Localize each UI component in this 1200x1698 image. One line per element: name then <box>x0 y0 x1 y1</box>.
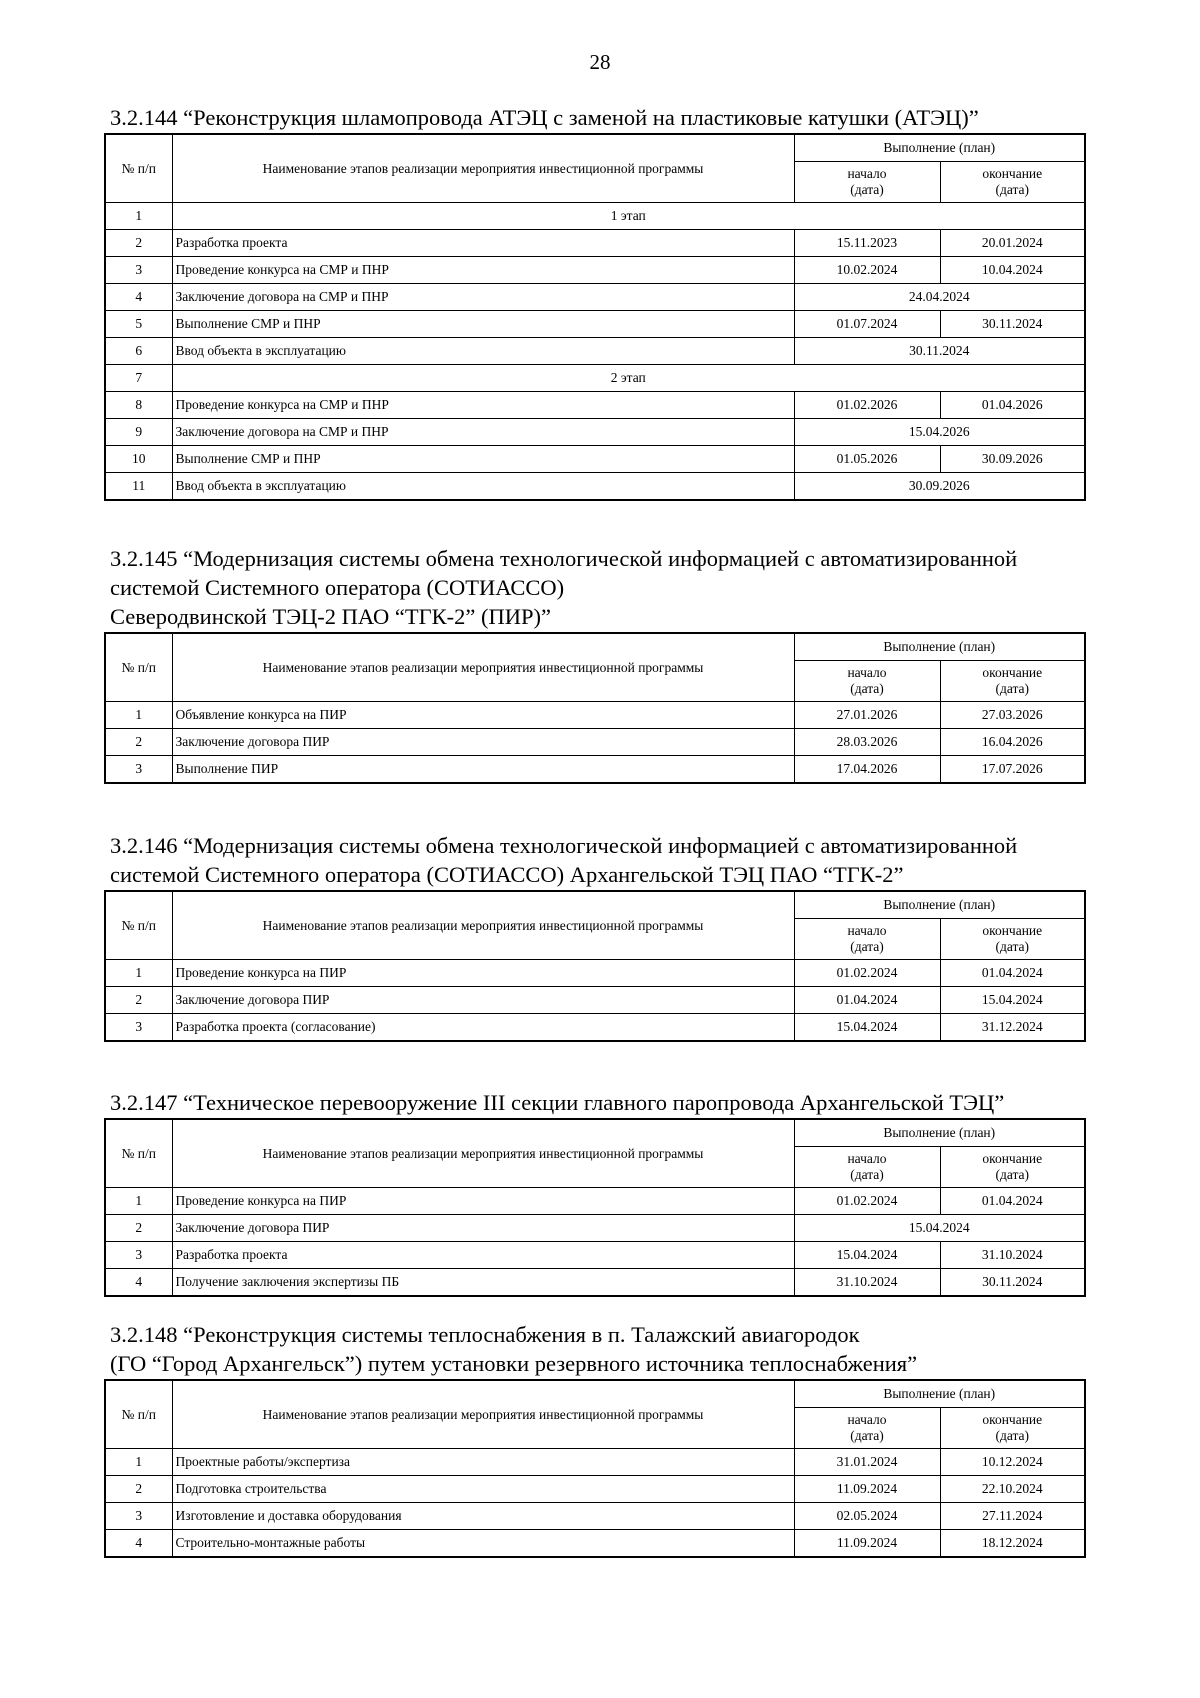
table-row <box>105 1476 1085 1503</box>
row-number: 1 <box>105 1188 172 1215</box>
header-num: № п/п <box>105 1119 172 1188</box>
header-end-line2: (дата) <box>995 939 1030 954</box>
header-execution: Выполнение (план) <box>794 891 1085 919</box>
row-name: Объявление конкурса на ПИР <box>172 702 794 729</box>
row-start-date: 01.02.2024 <box>794 1188 940 1215</box>
row-name: Разработка проекта <box>172 1242 794 1269</box>
table-row <box>105 756 1085 784</box>
row-end-date: 27.11.2024 <box>940 1503 1085 1530</box>
row-start-date: 01.05.2026 <box>794 446 940 473</box>
row-start-date: 28.03.2026 <box>794 729 940 756</box>
row-name: Подготовка строительства <box>172 1476 794 1503</box>
section-3-2-144 <box>104 104 1080 501</box>
row-start-date: 11.09.2024 <box>794 1476 940 1503</box>
row-start-date: 01.02.2026 <box>794 392 940 419</box>
table-row <box>105 392 1085 419</box>
row-start-date: 01.04.2024 <box>794 987 940 1014</box>
row-end-date: 10.04.2024 <box>940 257 1085 284</box>
stage-label: 2 этап <box>172 365 1085 392</box>
row-number: 11 <box>105 473 172 501</box>
section-3-2-145 <box>104 545 1080 784</box>
row-name: Заключение договора на СМР и ПНР <box>172 284 794 311</box>
table-row <box>105 365 1085 392</box>
row-end-date: 30.11.2024 <box>940 1269 1085 1297</box>
table-row <box>105 284 1085 311</box>
header-end-line1: окончание <box>982 1151 1043 1166</box>
row-name: Ввод объекта в эксплуатацию <box>172 338 794 365</box>
row-name: Проведение конкурса на СМР и ПНР <box>172 392 794 419</box>
row-number: 1 <box>105 203 172 230</box>
row-number: 3 <box>105 257 172 284</box>
row-end-date: 18.12.2024 <box>940 1530 1085 1558</box>
header-start <box>794 661 940 702</box>
row-number: 3 <box>105 756 172 784</box>
row-name: Разработка проекта (согласование) <box>172 1014 794 1042</box>
row-end-date: 01.04.2024 <box>940 960 1085 987</box>
row-name: Выполнение СМР и ПНР <box>172 446 794 473</box>
table-header-row <box>105 633 1085 661</box>
row-date: 24.04.2024 <box>794 284 1085 311</box>
row-start-date: 01.02.2024 <box>794 960 940 987</box>
header-name: Наименование этапов реализации мероприятия инвестиционной программы <box>172 1119 794 1188</box>
section-heading-line: системой Системного оператора (СОТИАССО) Архангельской ТЭЦ ПАО “ТГК-2” <box>110 862 904 887</box>
row-end-date: 01.04.2026 <box>940 392 1085 419</box>
section-heading-line: 3.2.145 “Модернизация системы обмена технологической информацией с автоматизированной <box>110 546 1018 571</box>
header-end-line1: окончание <box>982 1412 1043 1427</box>
table-row <box>105 1242 1085 1269</box>
header-execution: Выполнение (план) <box>794 1380 1085 1408</box>
table-row <box>105 338 1085 365</box>
row-number: 7 <box>105 365 172 392</box>
row-end-date: 01.04.2024 <box>940 1188 1085 1215</box>
row-end-date: 31.12.2024 <box>940 1014 1085 1042</box>
row-name: Изготовление и доставка оборудования <box>172 1503 794 1530</box>
header-name: Наименование этапов реализации мероприятия инвестиционной программы <box>172 891 794 960</box>
header-start-line2: (дата) <box>850 939 884 954</box>
header-start-line2: (дата) <box>850 1167 884 1182</box>
row-number: 2 <box>105 230 172 257</box>
header-start-line2: (дата) <box>850 1428 884 1443</box>
header-num: № п/п <box>105 891 172 960</box>
stage-label: 1 этап <box>172 203 1085 230</box>
row-end-date: 22.10.2024 <box>940 1476 1085 1503</box>
row-number: 4 <box>105 1269 172 1297</box>
header-execution: Выполнение (план) <box>794 1119 1085 1147</box>
row-number: 3 <box>105 1242 172 1269</box>
row-number: 4 <box>105 1530 172 1558</box>
header-end-line2: (дата) <box>995 182 1030 197</box>
row-number: 1 <box>105 702 172 729</box>
row-name: Заключение договора ПИР <box>172 987 794 1014</box>
row-name: Проведение конкурса на ПИР <box>172 960 794 987</box>
header-name: Наименование этапов реализации мероприятия инвестиционной программы <box>172 134 794 203</box>
section-3-2-148 <box>104 1321 1080 1558</box>
schedule-table <box>104 890 1086 1042</box>
header-end <box>940 1147 1085 1188</box>
header-execution: Выполнение (план) <box>794 134 1085 162</box>
table-row <box>105 419 1085 446</box>
row-name: Проведение конкурса на ПИР <box>172 1188 794 1215</box>
schedule-table <box>104 1118 1086 1297</box>
header-end-line2: (дата) <box>995 681 1030 696</box>
table-row <box>105 1503 1085 1530</box>
row-number: 1 <box>105 1449 172 1476</box>
row-number: 2 <box>105 1476 172 1503</box>
row-end-date: 30.11.2024 <box>940 311 1085 338</box>
header-start <box>794 919 940 960</box>
schedule-table <box>104 1379 1086 1558</box>
section-heading-line: 3.2.144 “Реконструкция шламопровода АТЭЦ с заменой на пластиковые катушки (АТЭЦ)” <box>110 105 979 130</box>
section-3-2-147 <box>104 1089 1080 1297</box>
table-row <box>105 1215 1085 1242</box>
header-start-line1: начало <box>847 923 887 938</box>
table-row <box>105 702 1085 729</box>
header-end-line1: окончание <box>982 923 1043 938</box>
row-start-date: 02.05.2024 <box>794 1503 940 1530</box>
row-start-date: 01.07.2024 <box>794 311 940 338</box>
header-name: Наименование этапов реализации мероприятия инвестиционной программы <box>172 633 794 702</box>
row-name: Проектные работы/экспертиза <box>172 1449 794 1476</box>
table-row <box>105 473 1085 501</box>
header-start-line1: начало <box>847 1412 887 1427</box>
row-number: 4 <box>105 284 172 311</box>
header-name: Наименование этапов реализации мероприятия инвестиционной программы <box>172 1380 794 1449</box>
schedule-table <box>104 133 1086 501</box>
row-number: 10 <box>105 446 172 473</box>
row-name: Заключение договора на СМР и ПНР <box>172 419 794 446</box>
row-number: 6 <box>105 338 172 365</box>
table-header-row <box>105 1380 1085 1408</box>
table-row <box>105 1449 1085 1476</box>
schedule-table <box>104 632 1086 784</box>
table-row <box>105 311 1085 338</box>
row-end-date: 17.07.2026 <box>940 756 1085 784</box>
section-heading-line: 3.2.146 “Модернизация системы обмена технологической информацией с автоматизированной <box>110 833 1018 858</box>
row-end-date: 16.04.2026 <box>940 729 1085 756</box>
table-row <box>105 1014 1085 1042</box>
row-name: Ввод объекта в эксплуатацию <box>172 473 794 501</box>
table-header-row <box>105 1119 1085 1147</box>
table-header-row <box>105 891 1085 919</box>
header-num: № п/п <box>105 633 172 702</box>
header-end <box>940 1408 1085 1449</box>
row-name: Заключение договора ПИР <box>172 729 794 756</box>
row-number: 2 <box>105 1215 172 1242</box>
row-end-date: 15.04.2024 <box>940 987 1085 1014</box>
page-number: 28 <box>589 50 611 74</box>
row-start-date: 15.04.2024 <box>794 1014 940 1042</box>
table-row <box>105 203 1085 230</box>
header-end-line2: (дата) <box>995 1167 1030 1182</box>
header-start-line1: начало <box>847 665 887 680</box>
row-number: 2 <box>105 987 172 1014</box>
header-num: № п/п <box>105 1380 172 1449</box>
section-heading-line: системой Системного оператора (СОТИАССО) <box>110 575 565 600</box>
row-number: 8 <box>105 392 172 419</box>
section-heading-line: 3.2.148 “Реконструкция системы теплоснабжения в п. Талажский авиагородок <box>110 1322 860 1347</box>
table-row <box>105 230 1085 257</box>
row-end-date: 27.03.2026 <box>940 702 1085 729</box>
header-start-line1: начало <box>847 166 887 181</box>
header-end <box>940 162 1085 203</box>
header-start-line2: (дата) <box>850 681 884 696</box>
row-date: 30.11.2024 <box>794 338 1085 365</box>
row-number: 5 <box>105 311 172 338</box>
table-row <box>105 960 1085 987</box>
table-row <box>105 257 1085 284</box>
row-name: Строительно-монтажные работы <box>172 1530 794 1558</box>
row-end-date: 31.10.2024 <box>940 1242 1085 1269</box>
table-row <box>105 1188 1085 1215</box>
header-start-line2: (дата) <box>850 182 884 197</box>
row-end-date: 10.12.2024 <box>940 1449 1085 1476</box>
header-execution: Выполнение (план) <box>794 633 1085 661</box>
table-row <box>105 729 1085 756</box>
table-row <box>105 1530 1085 1558</box>
row-number: 9 <box>105 419 172 446</box>
row-start-date: 10.02.2024 <box>794 257 940 284</box>
row-end-date: 30.09.2026 <box>940 446 1085 473</box>
row-date: 30.09.2026 <box>794 473 1085 501</box>
row-name: Разработка проекта <box>172 230 794 257</box>
header-start <box>794 162 940 203</box>
row-start-date: 31.01.2024 <box>794 1449 940 1476</box>
row-number: 3 <box>105 1503 172 1530</box>
row-name: Выполнение ПИР <box>172 756 794 784</box>
row-start-date: 15.11.2023 <box>794 230 940 257</box>
row-name: Проведение конкурса на СМР и ПНР <box>172 257 794 284</box>
section-heading-line: 3.2.147 “Техническое перевооружение III секции главного паропровода Архангельской ТЭЦ” <box>110 1090 1005 1115</box>
header-end-line2: (дата) <box>995 1428 1030 1443</box>
row-number: 3 <box>105 1014 172 1042</box>
row-name: Заключение договора ПИР <box>172 1215 794 1242</box>
header-start <box>794 1147 940 1188</box>
row-date: 15.04.2026 <box>794 419 1085 446</box>
section-heading-line: (ГО “Город Архангельск”) путем установки резервного источника теплоснабжения” <box>110 1351 918 1376</box>
row-date: 15.04.2024 <box>794 1215 1085 1242</box>
header-end <box>940 661 1085 702</box>
row-number: 1 <box>105 960 172 987</box>
header-start-line1: начало <box>847 1151 887 1166</box>
header-num: № п/п <box>105 134 172 203</box>
row-start-date: 31.10.2024 <box>794 1269 940 1297</box>
header-end-line1: окончание <box>982 665 1043 680</box>
row-name: Выполнение СМР и ПНР <box>172 311 794 338</box>
row-start-date: 11.09.2024 <box>794 1530 940 1558</box>
row-number: 2 <box>105 729 172 756</box>
table-header-row <box>105 134 1085 162</box>
row-end-date: 20.01.2024 <box>940 230 1085 257</box>
row-start-date: 17.04.2026 <box>794 756 940 784</box>
section-heading-line: Северодвинской ТЭЦ-2 ПАО “ТГК-2” (ПИР)” <box>110 604 551 629</box>
header-end <box>940 919 1085 960</box>
section-3-2-146 <box>104 832 1080 1042</box>
row-name: Получение заключения экспертизы ПБ <box>172 1269 794 1297</box>
row-start-date: 15.04.2024 <box>794 1242 940 1269</box>
table-row <box>105 1269 1085 1297</box>
header-end-line1: окончание <box>982 166 1043 181</box>
header-start <box>794 1408 940 1449</box>
table-row <box>105 446 1085 473</box>
table-row <box>105 987 1085 1014</box>
row-start-date: 27.01.2026 <box>794 702 940 729</box>
